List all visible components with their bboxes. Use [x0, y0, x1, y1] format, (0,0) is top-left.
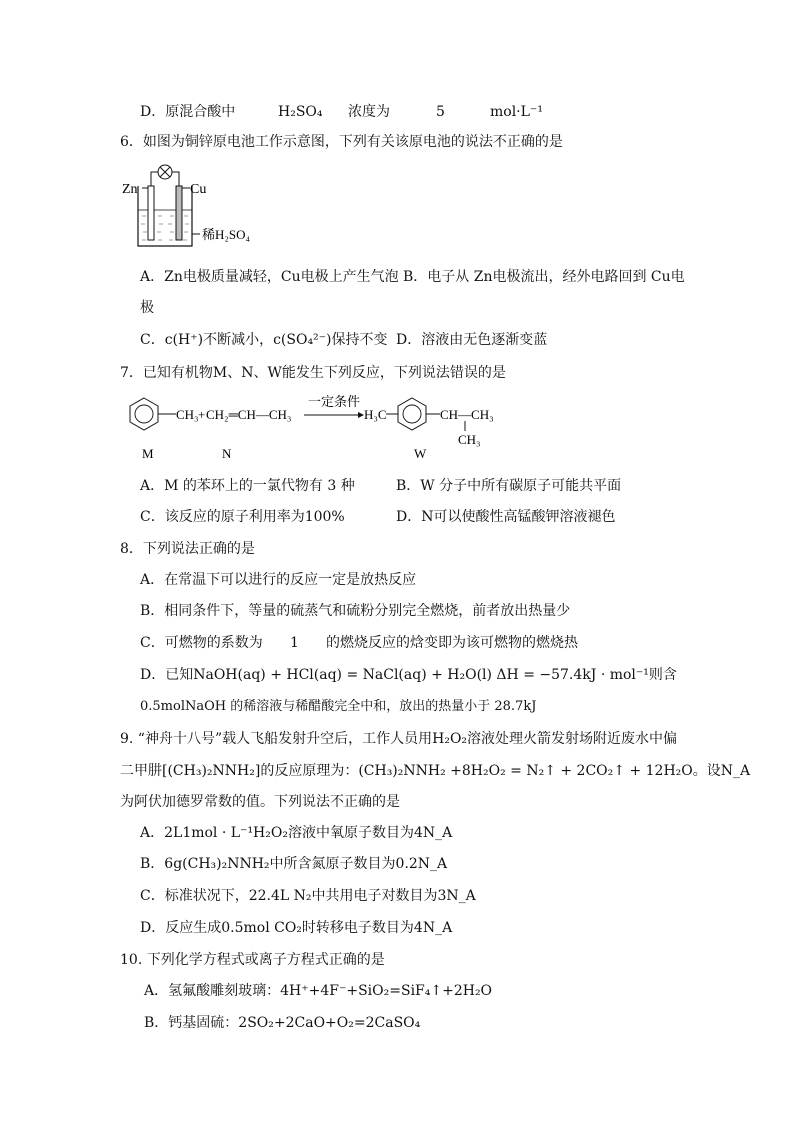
q8-option-d-line1: D．已知NaOH(aq) + HCl(aq) = NaCl(aq) + H₂O(l) ΔH = −57.4kJ · mol⁻¹则含: [140, 667, 677, 683]
q6-option-b-line1: B．电子从 Zn电极流出，经外电路回到 Cu电: [403, 269, 685, 285]
q5-option-d-mid: 浓度为: [348, 104, 390, 120]
plus-sign: +: [198, 407, 206, 422]
q6-stem: 6．如图为铜锌原电池工作示意图，下列有关该原电池的说法不正确的是: [120, 134, 563, 150]
q6-option-d: D．溶液由无色逐渐变蓝: [396, 332, 548, 348]
q5-option-d-unit: mol·L⁻¹: [490, 104, 543, 120]
n-formula: CH₂═CH—CH₃: [206, 407, 292, 422]
q9-stem-line1: 9. “神舟十八号”载人飞船发射升空后，工作人员用H₂O₂溶液处理火箭发射场附近废水中偏: [120, 731, 678, 747]
q5-option-d-value: 5: [436, 104, 445, 120]
q9-option-b: B．6g(CH₃)₂NNH₂中所含氮原子数目为0.2N_A: [140, 856, 448, 872]
q5-option-d-prefix: D．原混合酸中: [140, 104, 236, 120]
zn-label: Zn: [122, 182, 138, 197]
q9-stem-line3: 为阿伏加德罗常数的值。下列说法不正确的是: [120, 794, 400, 810]
q7-stem: 7．已知有机物M、N、W能发生下列反应，下列说法错误的是: [120, 365, 506, 381]
q10-stem: 10. 下列化学方程式或离子方程式正确的是: [120, 952, 385, 968]
w-methyl: CH₃: [458, 432, 481, 447]
organic-reaction-diagram: [118, 392, 538, 464]
copper-electrode: [176, 186, 182, 240]
acid-label: 稀H₂SO₄: [202, 227, 251, 242]
q6-option-b-line2: 极: [140, 300, 154, 316]
q8-option-b: B．相同条件下，等量的硫蒸气和硫粉分别完全燃烧，前者放出热量少: [140, 603, 571, 619]
label-n: N: [222, 446, 232, 461]
q8-option-c-num: 1: [290, 635, 299, 651]
q7-option-b: B．W 分子中所有碳原子可能共平面: [396, 478, 622, 494]
q10-option-b: B．钙基固硫：2SO₂+2CaO+O₂=2CaSO₄: [144, 1015, 421, 1031]
q8-option-c-part2: 的燃烧反应的焓变即为该可燃物的燃烧热: [326, 635, 578, 651]
galvanic-cell-diagram: [118, 158, 278, 254]
q8-option-d-line2: 0.5molNaOH 的稀溶液与稀醋酸完全中和，放出的热量小于 28.7kJ: [140, 699, 537, 714]
q8-stem: 8．下列说法正确的是: [120, 541, 255, 557]
q7-option-d: D．N可以使酸性高锰酸钾溶液褪色: [396, 509, 616, 525]
reaction-condition: 一定条件: [308, 395, 361, 410]
q7-option-c: C．该反应的原子利用率为100%: [140, 509, 345, 525]
cu-label: Cu: [190, 182, 207, 197]
q9-option-d: D．反应生成0.5mol CO₂时转移电子数目为4N_A: [140, 920, 453, 936]
q8-option-a: A．在常温下可以进行的反应一定是放热反应: [140, 572, 417, 588]
q9-option-a: A．2L1mol · L⁻¹H₂O₂溶液中氧原子数目为4N_A: [140, 825, 453, 841]
q6-option-a: A．Zn电极质量减轻，Cu电极上产生气泡: [140, 269, 399, 285]
w-ch-chain: CH—CH₃: [440, 407, 494, 422]
q6-option-c: C．c(H⁺)不断减小，c(SO₄²⁻)保持不变: [140, 332, 388, 348]
label-w: W: [414, 446, 427, 461]
q5-option-d-formula: H₂SO₄: [278, 104, 323, 120]
q9-stem-line2: 二甲肼[(CH₃)₂NNH₂]的反应原理为：(CH₃)₂NNH₂ +8H₂O₂ = N₂↑ + 2CO₂↑ + 12H₂O。设N_A: [120, 763, 751, 779]
benzene-ring-m: [130, 398, 158, 430]
q8-option-c-part1: C．可燃物的系数为: [140, 635, 263, 651]
q10-option-a: A．氢氟酸雕刻玻璃：4H⁺+4F⁻+SiO₂=SiF₄↑+2H₂O: [144, 983, 493, 999]
benzene-ring-w: [398, 398, 426, 430]
label-m: M: [142, 446, 154, 461]
m-substituent: CH₃: [176, 407, 199, 422]
q9-option-c: C．标准状况下，22.4L N₂中共用电子对数目为3N_A: [140, 888, 476, 904]
w-h3c: H₃C: [364, 407, 387, 422]
q7-option-a: A．M 的苯环上的一氯代物有 3 种: [140, 478, 355, 494]
zinc-electrode: [148, 186, 154, 240]
